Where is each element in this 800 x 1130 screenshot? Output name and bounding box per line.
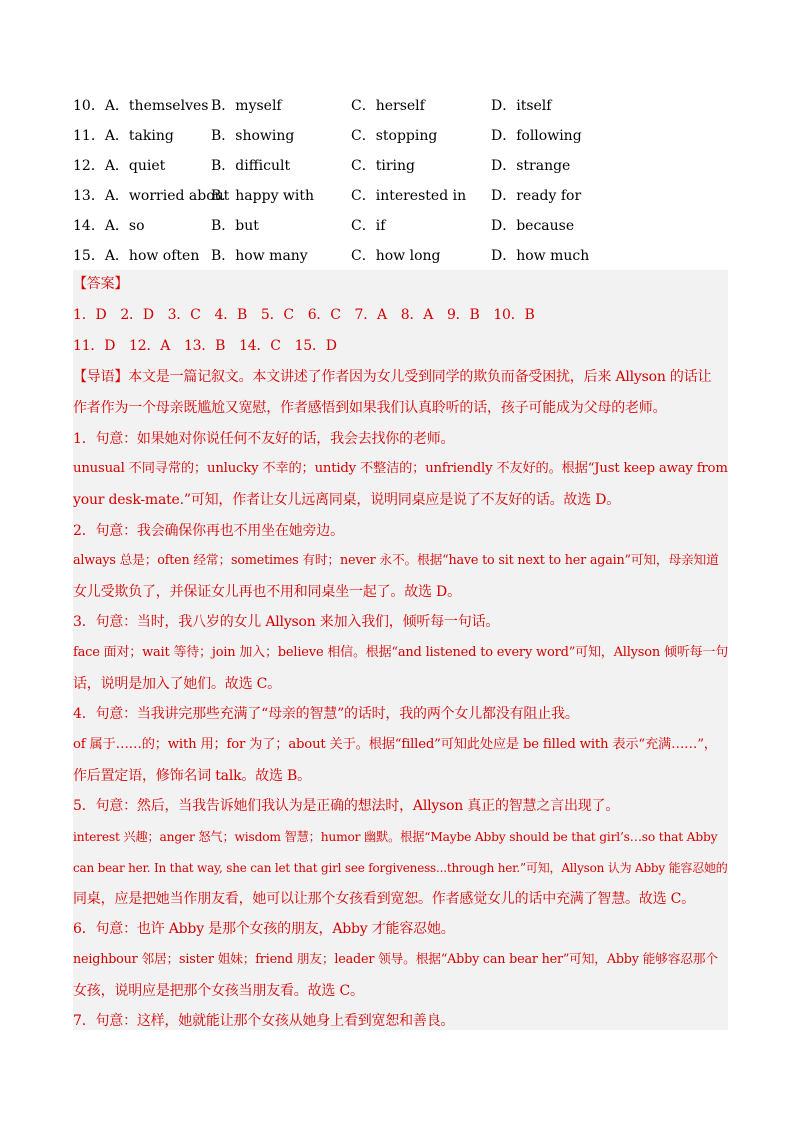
option-d: D．following bbox=[491, 128, 582, 144]
explanation-line: always 总是；often 经常；sometimes 有时；never 永不。根据“have to sit next to her again”可知，母亲知道 bbox=[73, 553, 719, 568]
explanation-line: 作者作为一个母亲既尴尬又宽慰，作者感悟到如果我们认真聆听的话，孩子可能成为父母的老师。 bbox=[73, 400, 667, 416]
option-b: B．myself bbox=[211, 98, 282, 114]
option-b: B．how many bbox=[211, 248, 308, 264]
option-d: D．ready for bbox=[491, 188, 582, 204]
option-b: B．happy with bbox=[211, 188, 315, 204]
option-list bbox=[73, 95, 733, 275]
option-c: C．tiring bbox=[351, 158, 415, 174]
option-d: D．strange bbox=[491, 158, 571, 174]
explanation-line: 话，说明是加入了她们。故选 C。 bbox=[73, 676, 281, 692]
question-10-options bbox=[73, 95, 733, 125]
explanation-line: 【导语】本文是一篇记叙文。本文讲述了作者因为女儿受到同学的欺负而备受困扰，后来 Allyson 的话让 bbox=[73, 369, 712, 385]
explanation-line: 6．句意：也许 Abby 是那个女孩的朋友，Abby 才能容忍她。 bbox=[73, 921, 455, 937]
explanation-line: your desk-mate.”可知，作者让女儿远离同桌，说明同桌应是说了不友好的话。故选 D。 bbox=[73, 492, 621, 508]
answer-key-row: 1．D 2．D 3．C 4．B 5．C 6．C 7．A 8．A 9．B 10．B bbox=[73, 307, 535, 323]
answer-heading: 【答案】 bbox=[73, 276, 129, 292]
explanation-line: 1．句意：如果她对你说任何不友好的话，我会去找你的老师。 bbox=[73, 431, 455, 447]
option-d: D．itself bbox=[491, 98, 552, 114]
explanation-line: 作后置定语，修饰名词 talk。故选 B。 bbox=[73, 768, 311, 784]
option-a: 15．A．how often bbox=[73, 248, 200, 264]
answer-key-row: 11．D 12．A 13．B 14．C 15．D bbox=[73, 338, 337, 354]
answer-section bbox=[73, 270, 728, 1030]
explanation-line: 女孩，说明应是把那个女孩当朋友看。故选 C。 bbox=[73, 983, 364, 999]
option-a: 11．A．taking bbox=[73, 128, 174, 144]
option-c: C．how long bbox=[351, 248, 441, 264]
question-13-options bbox=[73, 185, 733, 215]
option-a: 12．A．quiet bbox=[73, 158, 166, 174]
option-c: C．stopping bbox=[351, 128, 438, 144]
option-d: D．because bbox=[491, 218, 575, 234]
option-c: C．interested in bbox=[351, 188, 467, 204]
explanation-line: face 面对；wait 等待；join 加入；believe 相信。根据“and listened to every word”可知，Allyson 倾听每一句 bbox=[73, 645, 729, 660]
option-b: B．but bbox=[211, 218, 259, 234]
explanation-line: 5．句意：然后，当我告诉她们我认为是正确的想法时，Allyson 真正的智慧之言出现了。 bbox=[73, 798, 620, 814]
explanation-line: 2．句意：我会确保你再也不用坐在她旁边。 bbox=[73, 523, 344, 539]
option-b: B．showing bbox=[211, 128, 295, 144]
explanation-line: neighbour 邻居；sister 姐妹；friend 朋友；leader 领导。根据“Abby can bear her”可知，Abby 能够容忍那个 bbox=[73, 952, 718, 967]
explanation-line: interest 兴趣；anger 怒气；wisdom 智慧；humor 幽默。根据“Maybe Abby should be that girl’s…so that Abby bbox=[73, 830, 718, 844]
question-11-options bbox=[73, 125, 733, 155]
option-b: B．difficult bbox=[211, 158, 291, 174]
option-a: 14．A．so bbox=[73, 218, 145, 234]
explanation-line: of 属于……的；with 用；for 为了；about 关于。根据“filled”可知此处应是 be filled with 表示“充满……”， bbox=[73, 737, 717, 752]
explanation-line: can bear her. In that way, she can let that girl see forgiveness...through her.”可知，Allyson 认为 Abby 能容忍她的 bbox=[73, 861, 728, 875]
explanation-line: 7．句意：这样，她就能让那个女孩从她身上看到宽恕和善良。 bbox=[73, 1013, 455, 1029]
question-14-options bbox=[73, 215, 733, 245]
explanation-line: 4．句意：当我讲完那些充满了“母亲的智慧”的话时，我的两个女儿都没有阻止我。 bbox=[73, 706, 579, 722]
explanation-line: 3．句意：当时，我八岁的女儿 Allyson 来加入我们，倾听每一句话。 bbox=[73, 614, 500, 630]
option-c: C．if bbox=[351, 218, 386, 234]
option-a: 13．A．worried about bbox=[73, 188, 230, 204]
question-12-options bbox=[73, 155, 733, 185]
option-a: 10．A．themselves bbox=[73, 98, 209, 114]
explanation-line: 同桌，应是把她当作朋友看，她可以让那个女孩看到宽恕。作者感觉女儿的话中充满了智慧。故选 C。 bbox=[73, 891, 695, 907]
explanation-line: 女儿受欺负了，并保证女儿再也不用和同桌坐一起了。故选 D。 bbox=[73, 584, 461, 600]
option-d: D．how much bbox=[491, 248, 590, 264]
option-c: C．herself bbox=[351, 98, 425, 114]
explanation-line: unusual 不同寻常的；unlucky 不幸的；untidy 不整洁的；unfriendly 不友好的。根据“Just keep away from bbox=[73, 461, 728, 476]
